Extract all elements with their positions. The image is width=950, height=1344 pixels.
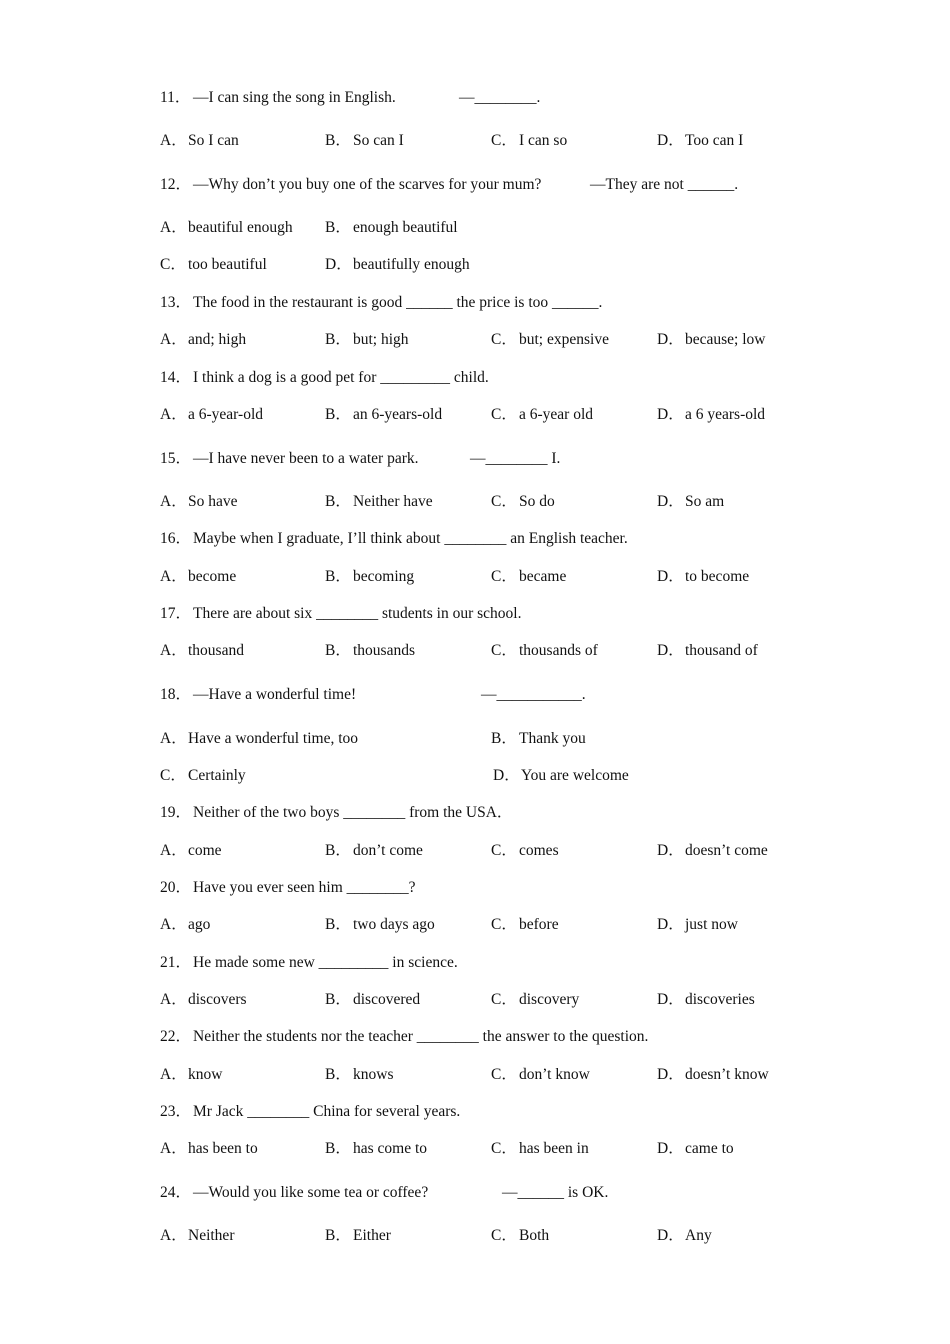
question-stem: He made some new _________ in science. <box>193 954 458 971</box>
question-number: 11． <box>160 89 191 106</box>
option-c-text[interactable]: comes <box>519 842 559 859</box>
question-stem: —I have never been to a water park. <box>193 450 419 467</box>
option-a-letter: A． <box>160 568 187 585</box>
option-d-letter: D． <box>657 642 684 659</box>
question-17 <box>0 604 950 624</box>
option-c-text[interactable]: before <box>519 916 559 933</box>
question-number: 19． <box>160 804 192 821</box>
question-stem: There are about six ________ students in our school. <box>193 605 522 622</box>
option-c-letter: C． <box>491 1227 517 1244</box>
option-c-text[interactable]: has been in <box>519 1140 589 1157</box>
option-d-text[interactable]: Any <box>685 1227 712 1244</box>
option-b-letter: B． <box>325 219 351 236</box>
question-number: 23． <box>160 1103 192 1120</box>
option-c-text[interactable]: I can so <box>519 132 568 149</box>
question-22 <box>0 1027 950 1047</box>
option-c-letter: C． <box>491 842 517 859</box>
option-d-letter: D． <box>657 1066 684 1083</box>
option-b-letter: B． <box>325 406 351 423</box>
option-d-text[interactable]: a 6 years-old <box>685 406 766 423</box>
question-stem: Neither of the two boys ________ from the USA． <box>193 804 513 821</box>
option-c-text[interactable]: thousands of <box>519 642 598 659</box>
option-d-letter: D． <box>325 256 352 273</box>
option-b-text[interactable]: thousands <box>353 642 415 659</box>
option-d-letter: D． <box>657 132 684 149</box>
question-19 <box>0 803 950 823</box>
option-b-letter: B． <box>325 842 351 859</box>
option-c-letter: C． <box>491 1140 517 1157</box>
option-a-text[interactable]: know <box>188 1066 223 1083</box>
option-d-text[interactable]: You are welcome <box>521 767 629 784</box>
option-d-text[interactable]: Too can I <box>685 132 744 149</box>
option-d-text[interactable]: So am <box>685 493 725 510</box>
option-a-letter: A． <box>160 493 187 510</box>
option-a-text[interactable]: has been to <box>188 1140 258 1157</box>
options-row <box>0 1226 950 1246</box>
option-a-text[interactable]: come <box>188 842 222 859</box>
option-b-text[interactable]: two days ago <box>353 916 435 933</box>
question-number: 17． <box>160 605 192 622</box>
option-a-text[interactable]: thousand <box>188 642 244 659</box>
option-c-letter: C． <box>491 132 517 149</box>
question-reply: —They are not ______. <box>590 176 739 193</box>
question-number: 13． <box>160 294 192 311</box>
option-c-text[interactable]: but; expensive <box>519 331 609 348</box>
options-row <box>0 1065 950 1085</box>
option-a-text[interactable]: So have <box>188 493 238 510</box>
option-b-letter: B． <box>325 991 351 1008</box>
option-a-letter: A． <box>160 219 187 236</box>
option-a-letter: A． <box>160 991 187 1008</box>
option-d-text[interactable]: thousand of <box>685 642 758 659</box>
question-number: 24． <box>160 1184 192 1201</box>
question-number: 12． <box>160 176 192 193</box>
options-row <box>0 405 950 425</box>
options-row <box>0 567 950 587</box>
question-number: 18． <box>160 686 192 703</box>
option-c-text[interactable]: too beautiful <box>188 256 267 273</box>
question-stem: —Have a wonderful time! <box>193 686 357 703</box>
question-24 <box>0 1183 950 1203</box>
option-d-text[interactable]: came to <box>685 1140 734 1157</box>
option-a-text[interactable]: So I can <box>188 132 239 149</box>
option-b-letter: B． <box>325 1227 351 1244</box>
option-a-letter: A． <box>160 331 187 348</box>
option-d-letter: D． <box>657 331 684 348</box>
option-c-text[interactable]: don’t know <box>519 1066 590 1083</box>
question-stem: Have you ever seen him ________? <box>193 879 416 896</box>
options-row <box>0 255 950 275</box>
question-stem: Mr Jack ________ China for several years. <box>193 1103 461 1120</box>
question-14 <box>0 368 950 388</box>
option-a-letter: A． <box>160 642 187 659</box>
option-b-text[interactable]: becoming <box>353 568 415 585</box>
question-stem: Maybe when I graduate, I’ll think about ________ an English teacher. <box>193 530 628 547</box>
option-d-text[interactable]: just now <box>685 916 738 933</box>
option-c-letter: C． <box>491 642 517 659</box>
question-12 <box>0 175 950 195</box>
option-d-text[interactable]: to become <box>685 568 750 585</box>
option-d-letter: D． <box>657 1227 684 1244</box>
options-row <box>0 990 950 1010</box>
option-a-text[interactable]: Neither <box>188 1227 235 1244</box>
option-b-text[interactable]: has come to <box>353 1140 428 1157</box>
question-stem: I think a dog is a good pet for _________ child. <box>193 369 489 386</box>
option-c-text[interactable]: discovery <box>519 991 580 1008</box>
question-stem: The food in the restaurant is good ______ the price is too ______. <box>193 294 603 311</box>
option-a-letter: A． <box>160 1227 187 1244</box>
option-c-letter: C． <box>491 406 517 423</box>
option-b-letter: B． <box>325 1066 351 1083</box>
question-reply: —___________. <box>481 686 586 703</box>
option-a-text[interactable]: discovers <box>188 991 247 1008</box>
option-a-text[interactable]: beautiful enough <box>188 219 293 236</box>
question-reply: —________ I. <box>470 450 561 467</box>
option-b-text[interactable]: don’t come <box>353 842 423 859</box>
option-b-letter: B． <box>325 916 351 933</box>
option-b-letter: B． <box>325 132 351 149</box>
question-15 <box>0 449 950 469</box>
option-d-letter: D． <box>493 767 520 784</box>
options-row <box>0 492 950 512</box>
option-c-text[interactable]: Both <box>519 1227 550 1244</box>
option-c-text[interactable]: So do <box>519 493 555 510</box>
option-c-text[interactable]: Certainly <box>188 767 246 784</box>
option-a-letter: A． <box>160 132 187 149</box>
option-c-letter: C． <box>491 493 517 510</box>
options-row <box>0 330 950 350</box>
question-stem: Neither the students nor the teacher ________ the answer to the question. <box>193 1028 649 1045</box>
question-number: 16． <box>160 530 192 547</box>
option-c-letter: C． <box>491 916 517 933</box>
option-d-letter: D． <box>657 991 684 1008</box>
option-d-letter: D． <box>657 842 684 859</box>
options-row <box>0 729 950 749</box>
option-c-letter: C． <box>491 331 517 348</box>
option-b-text[interactable]: Neither have <box>353 493 433 510</box>
options-row <box>0 915 950 935</box>
options-row <box>0 1139 950 1159</box>
option-c-letter: C． <box>491 568 517 585</box>
question-stem: —Why don’t you buy one of the scarves for your mum? <box>193 176 542 193</box>
question-23 <box>0 1102 950 1122</box>
option-a-text[interactable]: become <box>188 568 237 585</box>
option-a-letter: A． <box>160 916 187 933</box>
option-b-text[interactable]: but; high <box>353 331 409 348</box>
option-b-letter: B． <box>491 730 517 747</box>
question-16 <box>0 529 950 549</box>
option-d-text[interactable]: discoveries <box>685 991 755 1008</box>
options-row <box>0 641 950 661</box>
option-d-text[interactable]: doesn’t know <box>685 1066 769 1083</box>
question-number: 20． <box>160 879 192 896</box>
question-number: 15． <box>160 450 192 467</box>
option-a-text[interactable]: and; high <box>188 331 247 348</box>
option-b-letter: B． <box>325 642 351 659</box>
option-b-letter: B． <box>325 568 351 585</box>
option-b-text[interactable]: discovered <box>353 991 421 1008</box>
option-a-letter: A． <box>160 406 187 423</box>
option-c-letter: C． <box>160 767 186 784</box>
option-a-letter: A． <box>160 1140 187 1157</box>
option-d-letter: D． <box>657 406 684 423</box>
option-b-letter: B． <box>325 331 351 348</box>
option-b-text[interactable]: So can I <box>353 132 404 149</box>
question-stem: —Would you like some tea or coffee? <box>193 1184 429 1201</box>
options-row <box>0 841 950 861</box>
option-d-text[interactable]: doesn’t come <box>685 842 768 859</box>
question-reply: —________. <box>459 89 541 106</box>
option-c-letter: C． <box>160 256 186 273</box>
option-d-text[interactable]: because; low <box>685 331 766 348</box>
question-18 <box>0 685 950 705</box>
option-b-letter: B． <box>325 493 351 510</box>
option-d-text[interactable]: beautifully enough <box>353 256 470 273</box>
question-stem: —I can sing the song in English. <box>193 89 396 106</box>
option-d-letter: D． <box>657 1140 684 1157</box>
question-reply: —______ is OK. <box>502 1184 609 1201</box>
question-number: 21． <box>160 954 192 971</box>
question-number: 22． <box>160 1028 192 1045</box>
option-a-letter: A． <box>160 730 187 747</box>
option-a-text[interactable]: Have a wonderful time, too <box>188 730 359 747</box>
options-row <box>0 766 950 786</box>
option-a-text[interactable]: a 6-year-old <box>188 406 263 423</box>
option-b-text[interactable]: enough beautiful <box>353 219 458 236</box>
option-c-letter: C． <box>491 991 517 1008</box>
option-d-letter: D． <box>657 916 684 933</box>
option-a-letter: A． <box>160 842 187 859</box>
question-11 <box>0 88 950 108</box>
option-c-text[interactable]: a 6-year old <box>519 406 594 423</box>
question-number: 14． <box>160 369 192 386</box>
option-d-letter: D． <box>657 568 684 585</box>
options-row <box>0 131 950 151</box>
option-b-text[interactable]: knows <box>353 1066 394 1083</box>
option-b-text[interactable]: an 6-years-old <box>353 406 443 423</box>
option-b-text[interactable]: Thank you <box>519 730 586 747</box>
option-b-letter: B． <box>325 1140 351 1157</box>
option-c-letter: C． <box>491 1066 517 1083</box>
option-d-letter: D． <box>657 493 684 510</box>
question-21 <box>0 953 950 973</box>
option-a-text[interactable]: ago <box>188 916 211 933</box>
options-row <box>0 218 950 238</box>
option-a-letter: A． <box>160 1066 187 1083</box>
option-b-text[interactable]: Either <box>353 1227 391 1244</box>
option-c-text[interactable]: became <box>519 568 567 585</box>
question-20 <box>0 878 950 898</box>
question-13 <box>0 293 950 313</box>
